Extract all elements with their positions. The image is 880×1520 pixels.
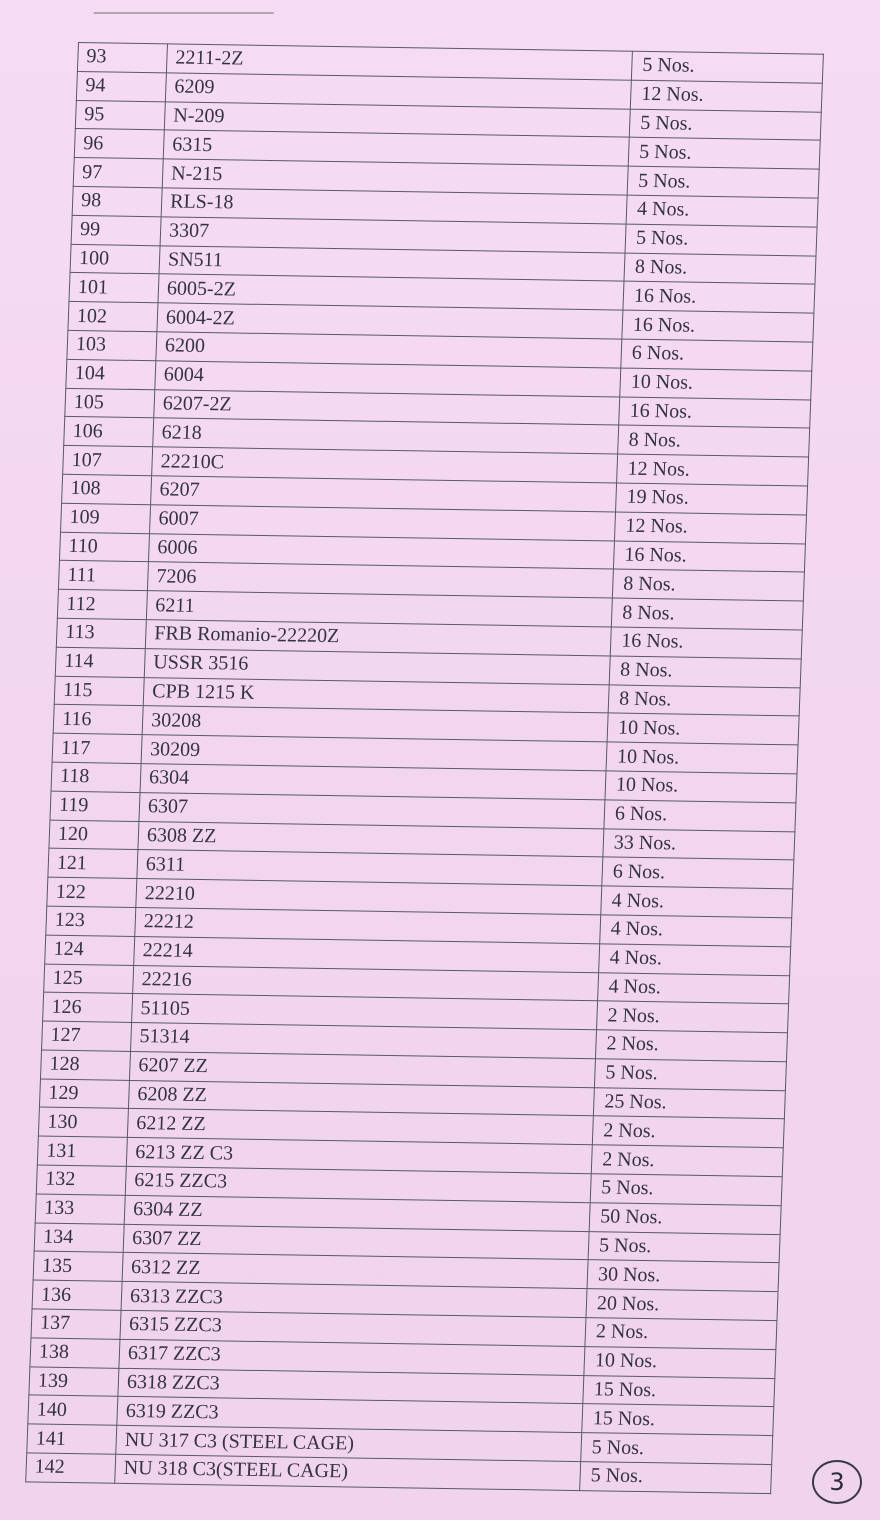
quantity-cell: 5 Nos.: [628, 138, 820, 170]
serial-number-cell: 130: [38, 1108, 128, 1138]
quantity-cell: 19 Nos.: [616, 483, 808, 515]
serial-number-cell: 108: [62, 474, 152, 504]
serial-number-cell: 97: [73, 158, 163, 188]
item-code-cell: N-215: [162, 159, 628, 195]
quantity-cell: 10 Nos.: [606, 742, 798, 774]
serial-number-cell: 140: [28, 1395, 118, 1425]
item-code-cell: 3307: [160, 217, 626, 253]
serial-number-cell: 112: [57, 589, 147, 619]
quantity-cell: 16 Nos.: [623, 281, 815, 313]
bearing-list-body: [26, 43, 824, 1494]
serial-number-cell: 94: [76, 71, 166, 101]
quantity-cell: 8 Nos.: [608, 684, 800, 716]
serial-number-cell: 107: [63, 445, 153, 475]
serial-number-cell: 109: [61, 503, 151, 533]
serial-number-cell: 120: [49, 820, 139, 850]
quantity-cell: 2 Nos.: [592, 1116, 784, 1148]
quantity-cell: 15 Nos.: [583, 1375, 775, 1407]
serial-number-cell: 141: [27, 1424, 117, 1454]
item-code-cell: 22214: [134, 936, 600, 972]
item-code-cell: 6207-2Z: [154, 389, 620, 425]
item-code-cell: 6005-2Z: [158, 274, 624, 310]
quantity-cell: 5 Nos.: [580, 1462, 772, 1494]
quantity-cell: 5 Nos.: [594, 1059, 786, 1091]
item-code-cell: 6313 ZZC3: [121, 1282, 587, 1318]
quantity-cell: 10 Nos.: [620, 368, 812, 400]
serial-number-cell: 115: [54, 676, 144, 706]
quantity-cell: 15 Nos.: [582, 1404, 774, 1436]
item-code-cell: 6215 ZZC3: [125, 1166, 591, 1202]
quantity-cell: 8 Nos.: [618, 425, 810, 457]
quantity-cell: 5 Nos.: [629, 109, 821, 141]
item-code-cell: 51314: [131, 1023, 597, 1059]
serial-number-cell: 136: [32, 1280, 122, 1310]
serial-number-cell: 96: [74, 129, 164, 159]
quantity-cell: 5 Nos.: [588, 1231, 780, 1263]
item-code-cell: 22210: [136, 879, 602, 915]
serial-number-cell: 127: [42, 1021, 132, 1051]
item-code-cell: 22216: [133, 965, 599, 1001]
quantity-cell: 10 Nos.: [605, 771, 797, 803]
page-number-circle: [812, 1460, 862, 1504]
serial-number-cell: 103: [67, 330, 157, 360]
item-code-cell: 6004-2Z: [157, 303, 623, 339]
item-code-cell: RLS-18: [161, 188, 627, 224]
item-code-cell: 6308 ZZ: [138, 821, 604, 857]
quantity-cell: 4 Nos.: [598, 972, 790, 1004]
item-code-cell: 6304 ZZ: [124, 1195, 590, 1231]
serial-number-cell: 122: [47, 877, 137, 907]
quantity-cell: 6 Nos.: [621, 339, 813, 371]
quantity-cell: 25 Nos.: [593, 1087, 785, 1119]
serial-number-cell: 113: [56, 618, 146, 648]
quantity-cell: 16 Nos.: [610, 627, 802, 659]
quantity-cell: 20 Nos.: [586, 1289, 778, 1321]
quantity-cell: 8 Nos.: [611, 598, 803, 630]
item-code-cell: 6212 ZZ: [127, 1109, 593, 1145]
item-code-cell: USSR 3516: [144, 648, 610, 684]
top-scribble-mark: [94, 0, 277, 14]
serial-number-cell: 101: [69, 273, 159, 303]
serial-number-cell: 137: [31, 1309, 121, 1339]
serial-number-cell: 132: [36, 1165, 126, 1195]
quantity-cell: 8 Nos.: [609, 656, 801, 688]
quantity-cell: 10 Nos.: [584, 1346, 776, 1378]
item-code-cell: 22210C: [152, 447, 618, 483]
quantity-cell: 4 Nos.: [626, 195, 818, 227]
quantity-cell: 2 Nos.: [591, 1145, 783, 1177]
bearing-list-table-wrapper: [25, 42, 820, 1506]
serial-number-cell: 135: [33, 1251, 123, 1281]
serial-number-cell: 119: [50, 791, 140, 821]
item-code-cell: 6218: [153, 418, 619, 454]
quantity-cell: 5 Nos.: [590, 1174, 782, 1206]
quantity-cell: 5 Nos.: [625, 224, 817, 256]
serial-number-cell: 133: [35, 1194, 125, 1224]
quantity-cell: 2 Nos.: [595, 1030, 787, 1062]
serial-number-cell: 125: [44, 964, 134, 994]
item-code-cell: 6311: [137, 850, 603, 886]
item-code-cell: 6004: [155, 361, 621, 397]
item-code-cell: 6307 ZZ: [123, 1224, 589, 1260]
item-code-cell: N-209: [164, 101, 630, 137]
quantity-cell: 12 Nos.: [614, 512, 806, 544]
serial-number-cell: 104: [66, 359, 156, 389]
item-code-cell: 6304: [140, 764, 606, 800]
bearing-list-table: [25, 42, 824, 1494]
page-number: 3: [829, 1468, 845, 1496]
serial-number-cell: 116: [53, 705, 143, 735]
serial-number-cell: 110: [59, 532, 149, 562]
quantity-cell: 16 Nos.: [613, 541, 805, 573]
item-code-cell: NU 317 C3 (STEEL CAGE): [116, 1426, 582, 1462]
quantity-cell: 4 Nos.: [599, 944, 791, 976]
item-code-cell: 6209: [165, 73, 631, 109]
item-code-cell: 6207 ZZ: [129, 1051, 595, 1087]
quantity-cell: 8 Nos.: [612, 569, 804, 601]
quantity-cell: 5 Nos.: [581, 1433, 773, 1465]
quantity-cell: 8 Nos.: [624, 253, 816, 285]
item-code-cell: 6319 ZZC3: [117, 1397, 583, 1433]
serial-number-cell: 139: [29, 1367, 119, 1397]
serial-number-cell: 134: [34, 1223, 124, 1253]
item-code-cell: 6211: [146, 591, 612, 627]
item-code-cell: SN511: [159, 245, 625, 281]
serial-number-cell: 106: [64, 417, 154, 447]
item-code-cell: 6007: [150, 504, 616, 540]
serial-number-cell: 100: [70, 244, 160, 274]
quantity-cell: 4 Nos.: [600, 915, 792, 947]
item-code-cell: 6200: [156, 332, 622, 368]
quantity-cell: 2 Nos.: [597, 1001, 789, 1033]
item-code-cell: 6312 ZZ: [122, 1253, 588, 1289]
item-code-cell: 30208: [142, 706, 608, 742]
quantity-cell: 5 Nos.: [631, 51, 823, 83]
item-code-cell: 6213 ZZ C3: [126, 1138, 592, 1174]
item-code-cell: CPB 1215 K: [143, 677, 609, 713]
quantity-cell: 5 Nos.: [627, 166, 819, 198]
quantity-cell: 50 Nos.: [589, 1203, 781, 1235]
serial-number-cell: 105: [65, 388, 155, 418]
quantity-cell: 30 Nos.: [587, 1260, 779, 1292]
serial-number-cell: 111: [58, 561, 148, 591]
quantity-cell: 4 Nos.: [601, 886, 793, 918]
serial-number-cell: 138: [30, 1338, 120, 1368]
serial-number-cell: 123: [46, 906, 136, 936]
serial-number-cell: 99: [71, 215, 161, 245]
serial-number-cell: 102: [68, 302, 158, 332]
serial-number-cell: 93: [77, 43, 167, 73]
item-code-cell: 6207: [151, 476, 617, 512]
quantity-cell: 2 Nos.: [585, 1318, 777, 1350]
quantity-cell: 12 Nos.: [630, 80, 822, 112]
serial-number-cell: 129: [39, 1079, 129, 1109]
item-code-cell: 6315: [163, 130, 629, 166]
serial-number-cell: 95: [75, 100, 165, 130]
item-code-cell: FRB Romanio-22220Z: [145, 620, 611, 656]
quantity-cell: 10 Nos.: [607, 713, 799, 745]
serial-number-cell: 114: [55, 647, 145, 677]
item-code-cell: 6307: [139, 792, 605, 828]
quantity-cell: 16 Nos.: [622, 310, 814, 342]
item-code-cell: 30209: [141, 735, 607, 771]
quantity-cell: 12 Nos.: [617, 454, 809, 486]
serial-number-cell: 126: [43, 992, 133, 1022]
item-code-cell: 6208 ZZ: [128, 1080, 594, 1116]
item-code-cell: 22212: [135, 907, 601, 943]
quantity-cell: 6 Nos.: [602, 857, 794, 889]
serial-number-cell: 121: [48, 848, 138, 878]
quantity-cell: 6 Nos.: [604, 800, 796, 832]
item-code-cell: 6006: [148, 533, 614, 569]
serial-number-cell: 142: [26, 1453, 116, 1483]
item-code-cell: 2211-2Z: [166, 44, 632, 80]
serial-number-cell: 128: [40, 1050, 130, 1080]
serial-number-cell: 118: [51, 762, 141, 792]
serial-number-cell: 117: [52, 733, 142, 763]
quantity-cell: 16 Nos.: [619, 397, 811, 429]
item-code-cell: 7206: [147, 562, 613, 598]
serial-number-cell: 98: [72, 186, 162, 216]
serial-number-cell: 124: [45, 935, 135, 965]
item-code-cell: 51105: [132, 994, 598, 1030]
serial-number-cell: 131: [37, 1136, 127, 1166]
item-code-cell: 6317 ZZC3: [119, 1339, 585, 1375]
item-code-cell: NU 318 C3(STEEL CAGE): [115, 1454, 581, 1490]
quantity-cell: 33 Nos.: [603, 828, 795, 860]
item-code-cell: 6315 ZZC3: [120, 1310, 586, 1346]
item-code-cell: 6318 ZZC3: [118, 1368, 584, 1404]
